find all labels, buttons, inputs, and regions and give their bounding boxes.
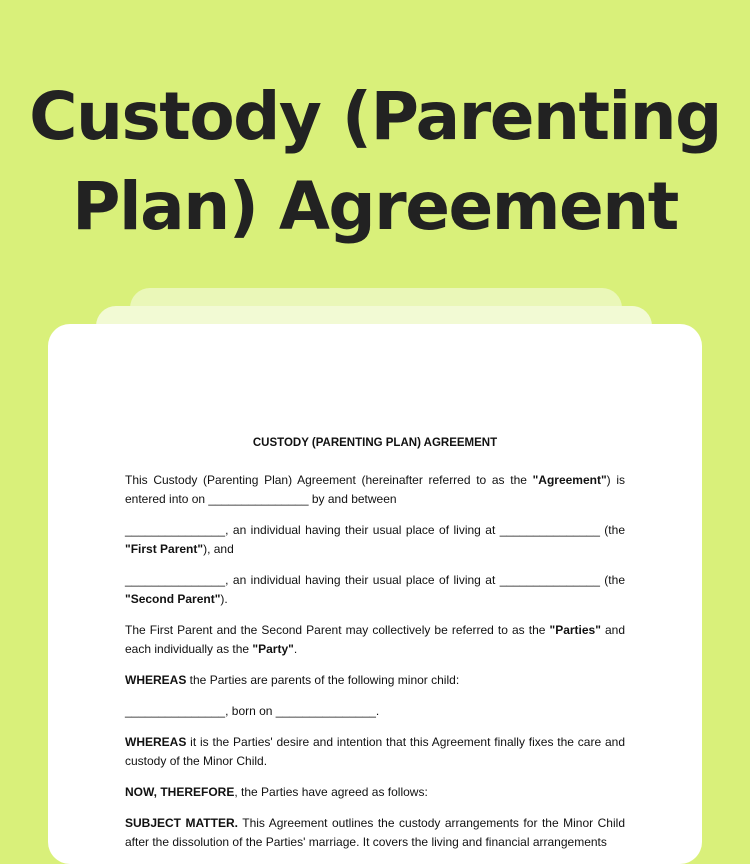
text: . [293, 642, 298, 656]
text: The First Parent and the Second Parent may collectively be referred to as the [125, 623, 550, 637]
defined-term: "Second Parent" [125, 592, 221, 606]
text: _______________, an individual having their usual place of living at _______________ (the [125, 523, 625, 537]
paragraph-child: _______________, born on _______________. [125, 704, 380, 718]
paragraph-subject-matter [125, 814, 625, 852]
text: it is the Parties' desire and intention that this Agreement finally fixes the care and custody of the Minor Child. [125, 735, 625, 768]
hero-title-line-1: Custody (Parenting [29, 78, 721, 155]
paragraph-intro [125, 471, 625, 509]
paragraph-second-parent [125, 571, 625, 609]
text: ), and [203, 542, 234, 556]
paragraph-parties [125, 621, 625, 659]
whereas-label: WHEREAS [125, 673, 187, 687]
defined-term: "Party" [252, 642, 294, 656]
document-title: CUSTODY (PARENTING PLAN) AGREEMENT [252, 437, 498, 449]
defined-term: "Parties" [549, 623, 601, 637]
text: the Parties are parents of the following minor child: [186, 673, 460, 687]
text: This Agreement outlines the custody arrangements for the Minor Child after the dissolution of the Parties' marriage. It covers the living and financial arrangements [125, 816, 625, 849]
paragraph-whereas-1 [125, 671, 625, 690]
defined-term: "Agreement" [532, 473, 607, 487]
paragraph-first-parent [125, 521, 625, 559]
document-body [125, 434, 625, 864]
document-paper [48, 324, 702, 864]
text: ). [220, 592, 228, 606]
section-heading: SUBJECT MATTER. [125, 816, 238, 830]
defined-term: "First Parent" [125, 542, 204, 556]
hero-title-line-2: Plan) Agreement [72, 168, 678, 245]
text: This Custody (Parenting Plan) Agreement (hereinafter referred to as the [125, 473, 533, 487]
text: and each individually as the [125, 623, 625, 656]
paragraph-now-therefore [125, 783, 625, 802]
hero-title [0, 72, 750, 252]
text: _______________, an individual having their usual place of living at _______________ (the [125, 573, 625, 587]
text: , the Parties have agreed as follows: [234, 785, 428, 799]
paragraph-whereas-2 [125, 733, 625, 771]
whereas-label: WHEREAS [125, 735, 187, 749]
text: ) is entered into on _______________ by and between [125, 473, 625, 506]
now-therefore-label: NOW, THEREFORE [125, 785, 235, 799]
